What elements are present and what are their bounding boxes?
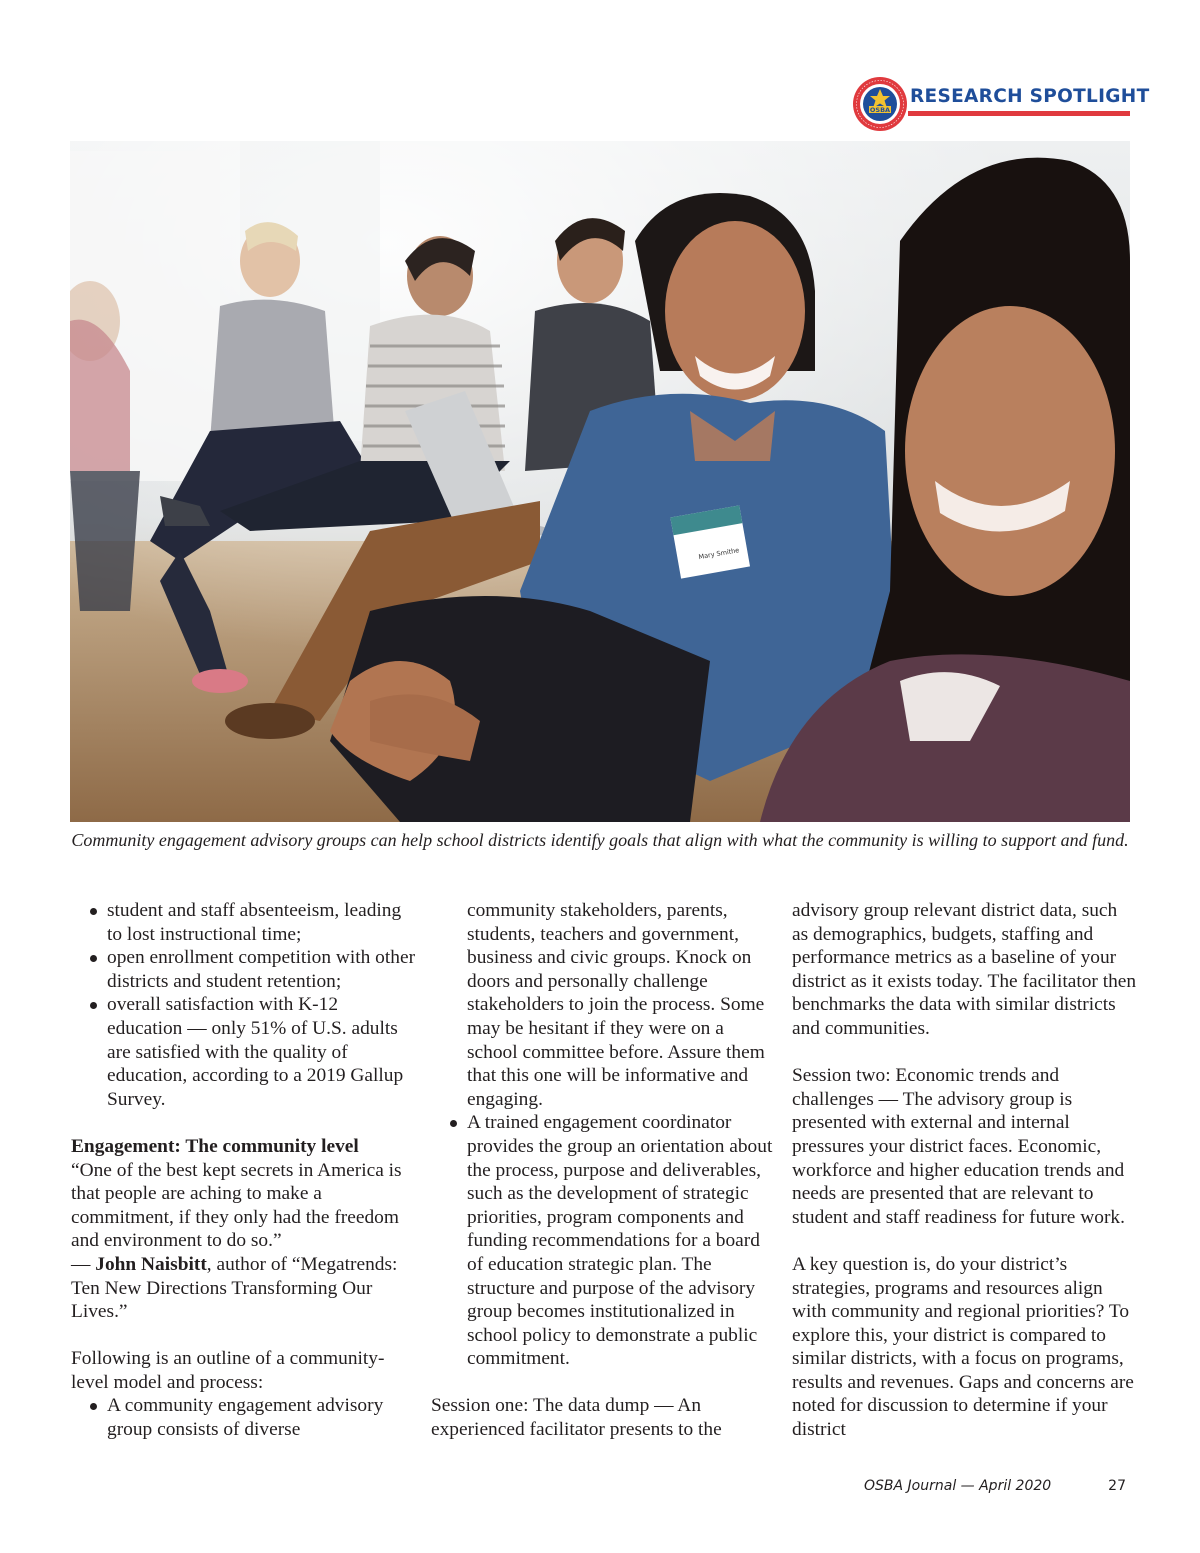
list-item: student and staff absenteeism, leading to lost instructional time;	[71, 899, 416, 946]
hero-photo	[70, 141, 1130, 822]
section-header	[852, 74, 1150, 134]
page-footer	[840, 1475, 1130, 1497]
attribution-rest: , author of “Megatrends: Ten New Directions Transforming Our Lives.”	[71, 1253, 398, 1323]
column-3	[792, 899, 1137, 1442]
photo-caption: Community engagement advisory groups can help school districts identify goals that align with what the community is willing to support and fund.	[71, 830, 1129, 850]
column-2	[431, 899, 776, 1442]
quote-attribution	[71, 1253, 416, 1324]
footer-journal: OSBA Journal — April 2020	[864, 1478, 1052, 1494]
continued-bullet-text: community stakeholders, parents, students, teachers and government, business and civic groups. Knock on doors and personally challenge stakeholders to join the process. Some may be hesitant if they were on a school committee before. Assure them that this one will be informative and engaging.	[467, 900, 765, 1110]
page-number: 27	[1108, 1478, 1126, 1494]
list-item: A community engagement advisory group consists of diverse	[71, 1394, 416, 1441]
list-item: overall satisfaction with K-12 education — only 51% of U.S. adults are satisfied with the quality of education, according to a 2019 Gallup Survey.	[71, 993, 416, 1111]
bullet-list-pressures	[71, 899, 416, 1111]
list-item: A trained engagement coordinator provides the group an orientation about the process, purpose and deliverables, such as the development of strategic priorities, program components and funding recommendations for a board of education strategic plan. The structure and purpose of the advisory group becomes institutionalized in school policy to demonstrate a public commitment.	[431, 1111, 776, 1371]
column-1	[71, 899, 416, 1442]
section-title: RESEARCH SPOTLIGHT	[910, 86, 1150, 107]
paragraph: Session two: Economic trends and challenges — The advisory group is presented with external and internal pressures your district faces. Economic, workforce and higher education trends and needs are presented that are relevant to student and staff readiness for future work.	[792, 1065, 1125, 1228]
paragraph: A key question is, do your district’s strategies, programs and resources align with community and regional priorities? To explore this, your district is compared to similar districts, with a focus on programs, results and revenues. Gaps and concerns are noted for discussion to determine if your district	[792, 1253, 1134, 1441]
session-one-text: Session one: The data dump — An experienced facilitator presents to the	[431, 1395, 722, 1441]
bullet-list-coordinator	[431, 1111, 776, 1371]
section-heading: Engagement: The community level	[71, 1135, 359, 1157]
quote-text: “One of the best kept secrets in America is that people are aching to make a commitment, if they only had the freedom and environment to do so.”	[71, 1159, 402, 1252]
paragraph: advisory group relevant district data, such as demographics, budgets, staffing and performance metrics as a baseline of your district as it exists today. The facilitator then benchmarks the data with similar districts and communities.	[792, 900, 1137, 1039]
osba-seal-logo	[852, 76, 908, 132]
list-item: open enrollment competition with other districts and student retention;	[71, 946, 416, 993]
svg-text:OSBA: OSBA	[869, 106, 891, 114]
outline-intro: Following is an outline of a community-level model and process:	[71, 1348, 385, 1393]
header-red-rule	[908, 111, 1130, 116]
bullet-list-model	[71, 1394, 416, 1441]
attribution-name: John Naisbitt	[95, 1253, 207, 1275]
attribution-dash: —	[71, 1253, 96, 1275]
name-badge-text: Mary Smithe	[697, 546, 740, 562]
